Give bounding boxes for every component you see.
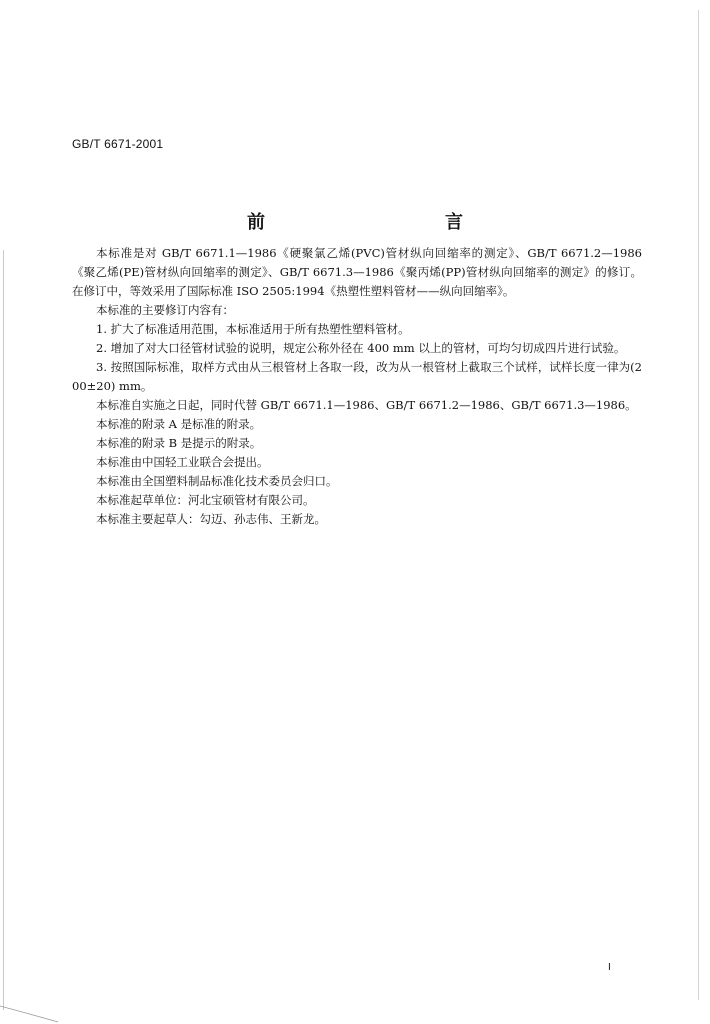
page-number: I (608, 962, 611, 973)
foreword-body (72, 244, 642, 529)
paragraph-administered-by: 本标准由全国塑料制品标准化技术委员会归口。 (96, 474, 338, 488)
paragraph-drafters: 本标准主要起草人：勾迈、孙志伟、王新龙。 (96, 512, 326, 526)
paragraph-appendix-b: 本标准的附录 B 是提示的附录。 (96, 436, 262, 450)
paragraph-change-2: 2. 增加了对大口径管材试验的说明，规定公称外径在 400 mm 以上的管材，可均匀切成四片进行试验。 (96, 341, 626, 355)
paragraph-change-1: 1. 扩大了标准适用范围，本标准适用于所有热塑性塑料管材。 (96, 322, 410, 336)
page-title: 前 言 (247, 212, 511, 233)
paragraph-change-3: 3. 按照国际标准，取样方式由从三根管材上各取一段，改为从一根管材上截取三个试样，试样长度一律为(200±20) mm。 (72, 360, 642, 393)
paragraph-replacement: 本标准自实施之日起，同时代替 GB/T 6671.1—1986、GB/T 6671.2—1986、GB/T 6671.3—1986。 (96, 398, 637, 412)
paragraph-proposed-by: 本标准由中国轻工业联合会提出。 (96, 455, 269, 469)
scan-edge-right (698, 10, 699, 1000)
paragraph-main-changes-intro: 本标准的主要修订内容有： (96, 303, 234, 317)
scan-edge-left (3, 250, 4, 1010)
paragraph-appendix-a: 本标准的附录 A 是标准的附录。 (96, 417, 262, 431)
paragraph-drafting-unit: 本标准起草单位：河北宝硕管材有限公司。 (96, 493, 315, 507)
standard-code: GB/T 6671-2001 (72, 137, 164, 151)
scan-corner-mark (0, 1000, 60, 1024)
paragraph-revision-scope: 本标准是对 GB/T 6671.1—1986《硬聚氯乙烯(PVC)管材纵向回缩率的测定》、GB/T 6671.2—1986《聚乙烯(PE)管材纵向回缩率的测定》、GB/T 6671.3—1986《聚丙烯(PP)管材纵向回缩率的测定》的修订。在修订中，等效采用了国际标准 ISO 2505:1994《热塑性塑料管材——纵向回缩率》。 (72, 246, 642, 298)
